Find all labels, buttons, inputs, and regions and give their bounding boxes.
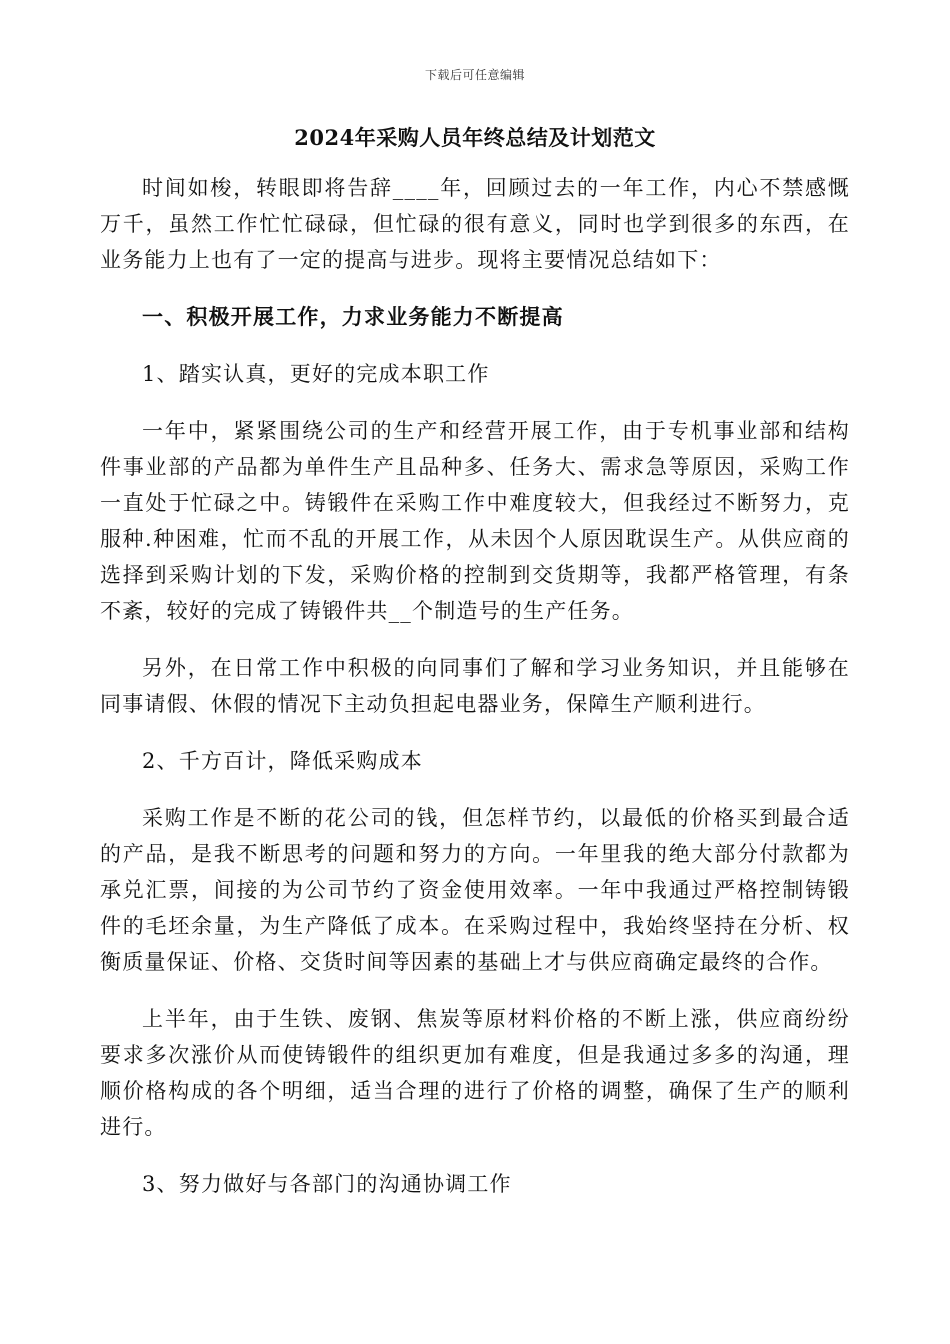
- subheading-1: 1、踏实认真，更好的完成本职工作: [142, 362, 490, 386]
- paragraph-work-summary: 一年中，紧紧围绕公司的生产和经营开展工作，由于专机事业部和结构件事业部的产品都为单件生产且品种多、任务大、需求急等原因，采购工作一直处于忙碌之中。铸锻件在采购工作中难度较大，但我经过不断努力，克服种.种困难，忙而不乱的开展工作，从未因个人原因耽误生产。从供应商的选择到采购计划的下发，采购价格的控制到交货期等，我都严格管理，有条不紊，较好的完成了铸锻件共__个制造号的生产任务。: [100, 419, 850, 623]
- paragraph-additional: 另外，在日常工作中积极的向同事们了解和学习业务知识，并且能够在同事请假、休假的情况下主动负担起电器业务，保障生产顺利进行。: [100, 656, 850, 716]
- subheading-2: 2、千方百计，降低采购成本: [142, 749, 423, 773]
- paragraph-price: 上半年，由于生铁、废钢、焦炭等原材料价格的不断上涨，供应商纷纷要求多次涨价从而使铸锻件的组织更加有难度，但是我通过多多的沟通，理顺价格构成的各个明细，适当合理的进行了价格的调整，确保了生产的顺利进行。: [100, 1007, 850, 1139]
- header-note: 下载后可任意编辑: [424, 68, 525, 82]
- paragraph-cost: 采购工作是不断的花公司的钱，但怎样节约，以最低的价格买到最合适的产品，是我不断思考的问题和努力的方向。一年里我的绝大部分付款都为承兑汇票，间接的为公司节约了资金使用效率。一年中我通过严格控制铸锻件的毛坯余量，为生产降低了成本。在采购过程中，我始终坚持在分析、权衡质量保证、价格、交货时间等因素的基础上才与供应商确定最终的合作。: [100, 806, 850, 974]
- document-body: [100, 170, 850, 1202]
- subheading-3: 3、努力做好与各部门的沟通协调工作: [142, 1172, 512, 1196]
- section-heading-1: 一、积极开展工作，力求业务能力不断提高: [142, 304, 564, 329]
- document-title: 2024年采购人员年终总结及计划范文: [294, 125, 656, 150]
- intro-paragraph: 时间如梭，转眼即将告辞____年，回顾过去的一年工作，内心不禁感慨万千，虽然工作忙忙碌碌，但忙碌的很有意义，同时也学到很多的东西，在业务能力上也有了一定的提高与进步。现将主要情况总结如下：: [100, 176, 850, 272]
